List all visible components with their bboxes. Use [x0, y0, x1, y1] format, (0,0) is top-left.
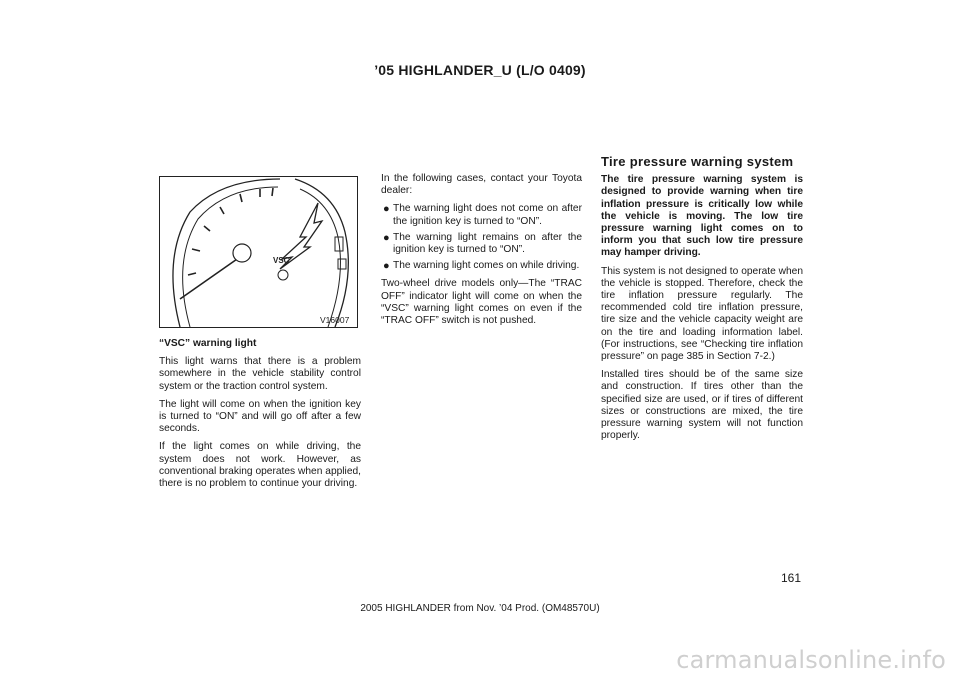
figure-caption: “VSC” warning light: [159, 338, 257, 349]
paragraph: Installed tires should be of the same size and construction. If tires other than the specified size are used, or if tires of different sizes or constructions are mixed, the tire pressure warning system will not function properly.: [601, 369, 803, 442]
bullet-icon: ●: [383, 231, 390, 244]
paragraph: This system is not designed to operate when the vehicle is stopped. Therefore, check the tire inflation pressure regularly. The recommended cold tire inflation pressure, tire size and the vehicle capacity weight are on the tire and loading information label. (For instructions, see “Checking tire inflation pressure” on page 385 in Section 7-2.): [601, 265, 803, 363]
page-number: 161: [781, 571, 802, 585]
column-vsc-warning-light: [159, 338, 361, 496]
paragraph: The light will come on when the ignition key is turned to “ON” and will go off after a few seconds.: [159, 398, 361, 435]
paragraph: If the light comes on while driving, the system does not work. However, as conventional braking operates when applied, there is no problem to continue your driving.: [159, 441, 361, 490]
column-tire-pressure: [601, 156, 803, 448]
watermark: carmanualsonline.info: [676, 646, 946, 674]
list-item: ● The warning light remains on after the ignition key is turned to “ON”.: [383, 231, 582, 256]
vsc-warning-light-figure: [159, 176, 358, 328]
paragraph: This light warns that there is a problem somewhere in the vehicle stability control system or the traction control system.: [159, 356, 361, 392]
list-item: ● The warning light comes on while driving.: [383, 260, 580, 273]
figure-code: V16007: [320, 315, 350, 325]
bullet-icon: ●: [383, 260, 390, 273]
warning-cases-list: [381, 203, 582, 272]
section-title: Tire pressure warning system: [601, 154, 794, 169]
trac-off-note: Two-wheel drive models only—The “TRAC OFF” indicator light will come on when the “VSC” warning light comes on even if the “TRAC OFF” switch is not pushed.: [381, 278, 582, 327]
bullet-icon: ●: [383, 203, 390, 216]
vsc-indicator-label: VSC: [273, 256, 290, 265]
document-header: ’05 HIGHLANDER_U (L/O 0409): [374, 62, 586, 78]
column-contact-dealer: [381, 173, 582, 333]
dealer-intro: In the following cases, contact your Toyota dealer:: [381, 173, 582, 197]
instrument-cluster-illustration: [160, 177, 357, 327]
document-footer: 2005 HIGHLANDER from Nov. ’04 Prod. (OM48570U): [360, 603, 600, 614]
list-item: ● The warning light does not come on after the ignition key is turned to “ON”.: [383, 203, 582, 227]
tire-system-intro: The tire pressure warning system is designed to provide warning when tire inflation pressure is critically low while the vehicle is moving. The low tire pressure warning light comes on to inform you that such low tire pressure may hamper driving.: [601, 174, 803, 259]
